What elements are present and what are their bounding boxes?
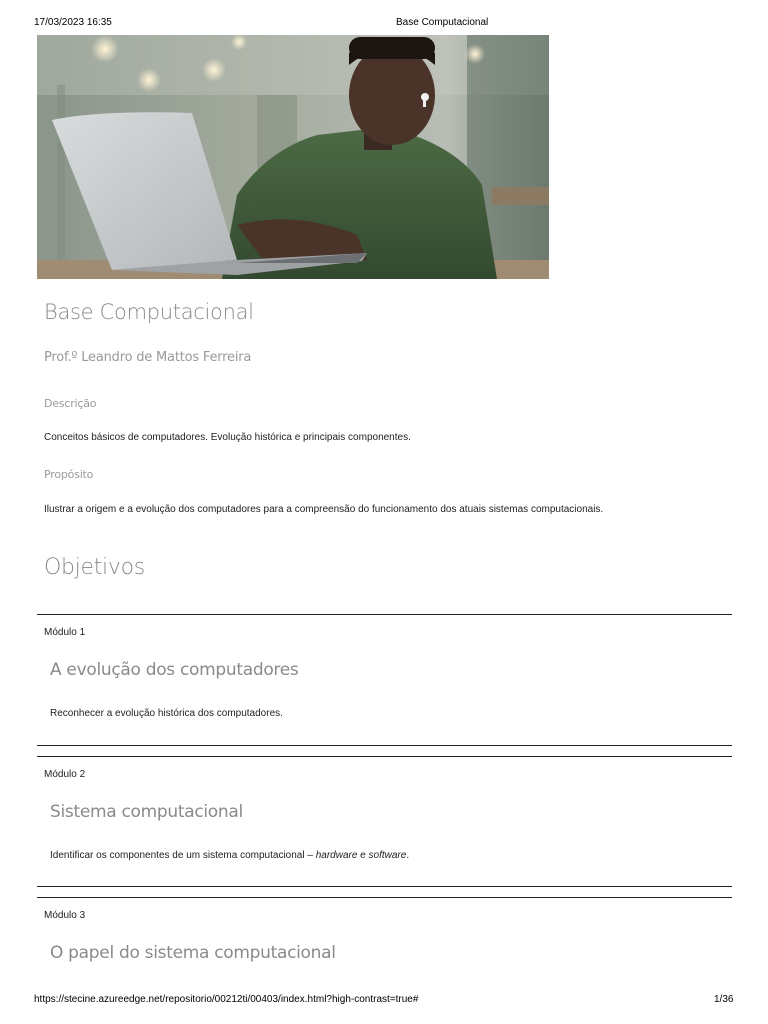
module-2-description-prefix: Identificar os componentes de um sistema computacional – bbox=[50, 850, 316, 861]
divider bbox=[37, 886, 732, 887]
divider bbox=[37, 756, 732, 757]
hero-image bbox=[37, 35, 549, 279]
divider bbox=[37, 897, 732, 898]
objectives-heading: Objetivos bbox=[44, 555, 145, 580]
module-2-description-software: software bbox=[368, 850, 407, 861]
hero-photo bbox=[37, 35, 549, 279]
divider bbox=[37, 745, 732, 746]
print-url: https://stecine.azureedge.net/repositorio/00212ti/00403/index.html?high-contrast=true# bbox=[34, 994, 419, 1005]
print-header bbox=[0, 17, 768, 31]
module-2-description-mid: e bbox=[357, 850, 369, 861]
professor-name: Prof.º Leandro de Mattos Ferreira bbox=[44, 350, 252, 365]
module-1-tag: Módulo 1 bbox=[44, 627, 86, 638]
description-label: Descrição bbox=[44, 397, 97, 410]
print-datetime: 17/03/2023 16:35 bbox=[34, 17, 112, 28]
module-3-title: O papel do sistema computacional bbox=[50, 943, 336, 963]
module-1-description: Reconhecer a evolução histórica dos computadores. bbox=[50, 708, 283, 719]
course-title: Base Computacional bbox=[44, 300, 254, 324]
description-text: Conceitos básicos de computadores. Evolução histórica e principais componentes. bbox=[44, 432, 411, 443]
divider bbox=[37, 614, 732, 615]
module-2-tag: Módulo 2 bbox=[44, 769, 86, 780]
module-1-title: A evolução dos computadores bbox=[50, 660, 299, 680]
module-2-description-suffix: . bbox=[406, 850, 410, 861]
module-2-description-hardware: hardware bbox=[315, 850, 358, 861]
module-2-description bbox=[50, 850, 409, 861]
page-number: 1/36 bbox=[714, 994, 734, 1005]
purpose-label: Propósito bbox=[44, 468, 94, 481]
purpose-text: Ilustrar a origem e a evolução dos computadores para a compreensão do funcionamento dos atuais sistemas computacionais. bbox=[44, 504, 604, 515]
module-2-title: Sistema computacional bbox=[50, 802, 243, 822]
print-document-title: Base Computacional bbox=[396, 17, 489, 28]
module-3-tag: Módulo 3 bbox=[44, 910, 86, 921]
